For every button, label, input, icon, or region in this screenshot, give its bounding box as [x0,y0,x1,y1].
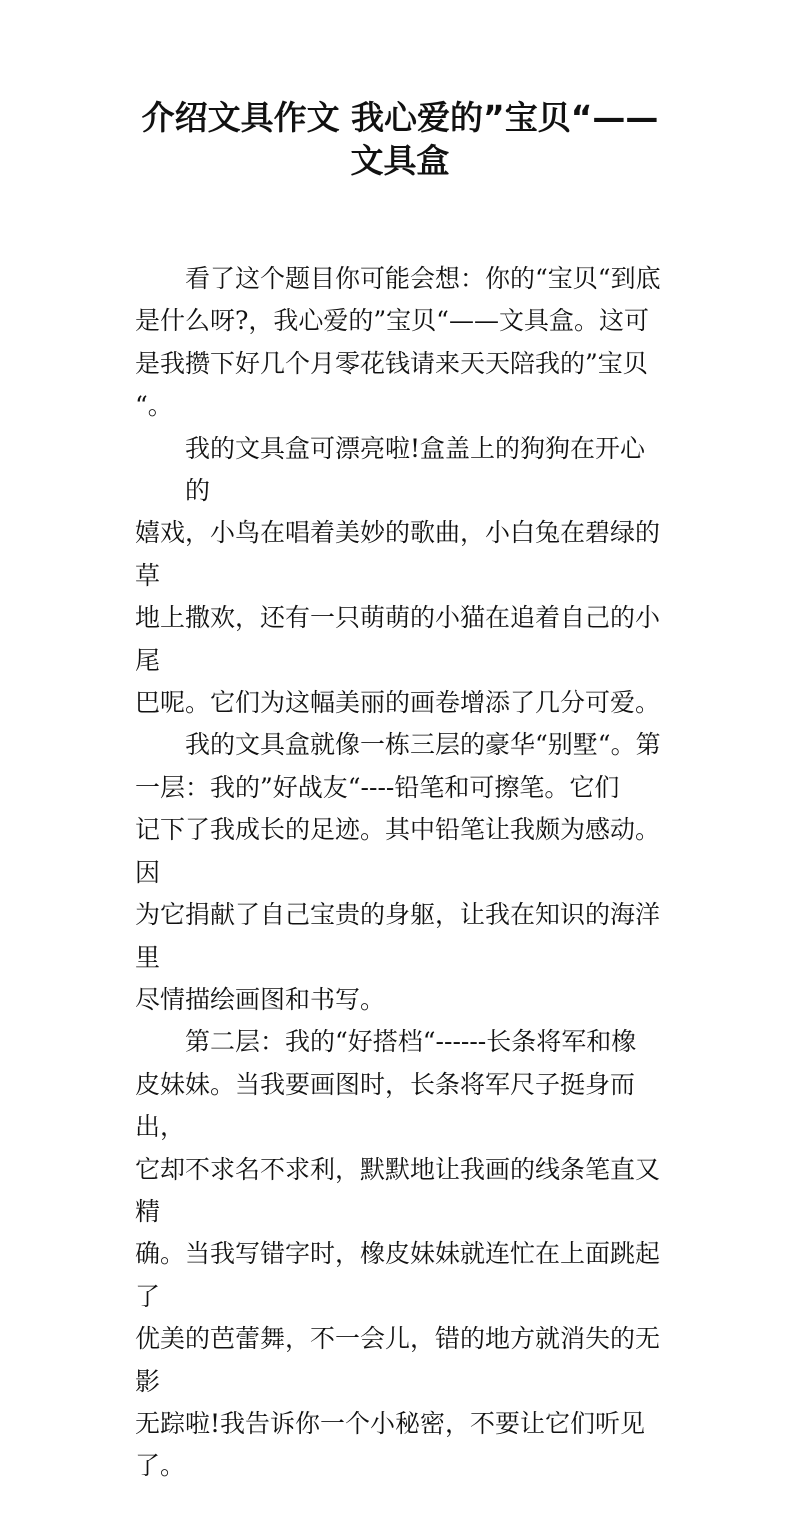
document-title [135,96,665,182]
paragraph [135,258,665,428]
document-body [135,258,665,1488]
text-line: 优美的芭蕾舞，不一会儿，错的地方就消失的无影 [135,1324,661,1396]
text-line: 看了这个题目你可能会想：你的“宝贝“到底 [185,264,661,293]
text-line: “。 [135,391,173,421]
text-line: 无踪啦!我告诉你一个小秘密，不要让它们听见了。 [135,1408,646,1481]
paragraph [135,1021,665,1487]
text-line: 皮妹妹。当我要画图时，长条将军尺子挺身而出， [135,1069,636,1142]
title-line-2: 文具盒 [350,141,450,180]
text-line: 地上撒欢，还有一只萌萌的小猫在追着自己的小尾 [135,603,661,675]
text-line: 是什么呀?，我心爱的”宝贝“——文具盒。这可 [135,306,649,336]
text-line: 第二层：我的“好搭档“------长条将军和橡 [185,1027,637,1057]
text-line: 尽情描绘画图和书写。 [135,984,386,1014]
text-line: 我的文具盒就像一栋三层的豪华“别墅“。第 [185,730,661,760]
text-line: 为它捐献了自己宝贵的身躯，让我在知识的海洋里 [135,900,661,972]
text-line: 嬉戏，小鸟在唱着美妙的歌曲，小白兔在碧绿的草 [135,518,661,590]
paragraph [135,724,665,1021]
text-line: 是我攒下好几个月零花钱请来天天陪我的”宝贝 [135,348,648,378]
text-line: 巴呢。它们为这幅美丽的画卷增添了几分可爱。 [135,688,661,718]
text-line: 确。当我写错字时，橡皮妹妹就连忙在上面跳起了 [135,1239,661,1311]
text-line: 一层：我的”好战友“----铅笔和可擦笔。它们 [135,772,620,802]
text-line: 它却不求名不求利，默默地让我画的线条笔直又精 [135,1154,661,1226]
text-line: 我的文具盒可漂亮啦!盒盖上的狗狗在开心的 [185,433,646,506]
text-line: 记下了我成长的足迹。其中铅笔让我颇为感动。因 [135,815,661,887]
paragraph [135,428,665,725]
title-line-1: 介绍文具作文 我心爱的”宝贝“—— [141,98,659,137]
